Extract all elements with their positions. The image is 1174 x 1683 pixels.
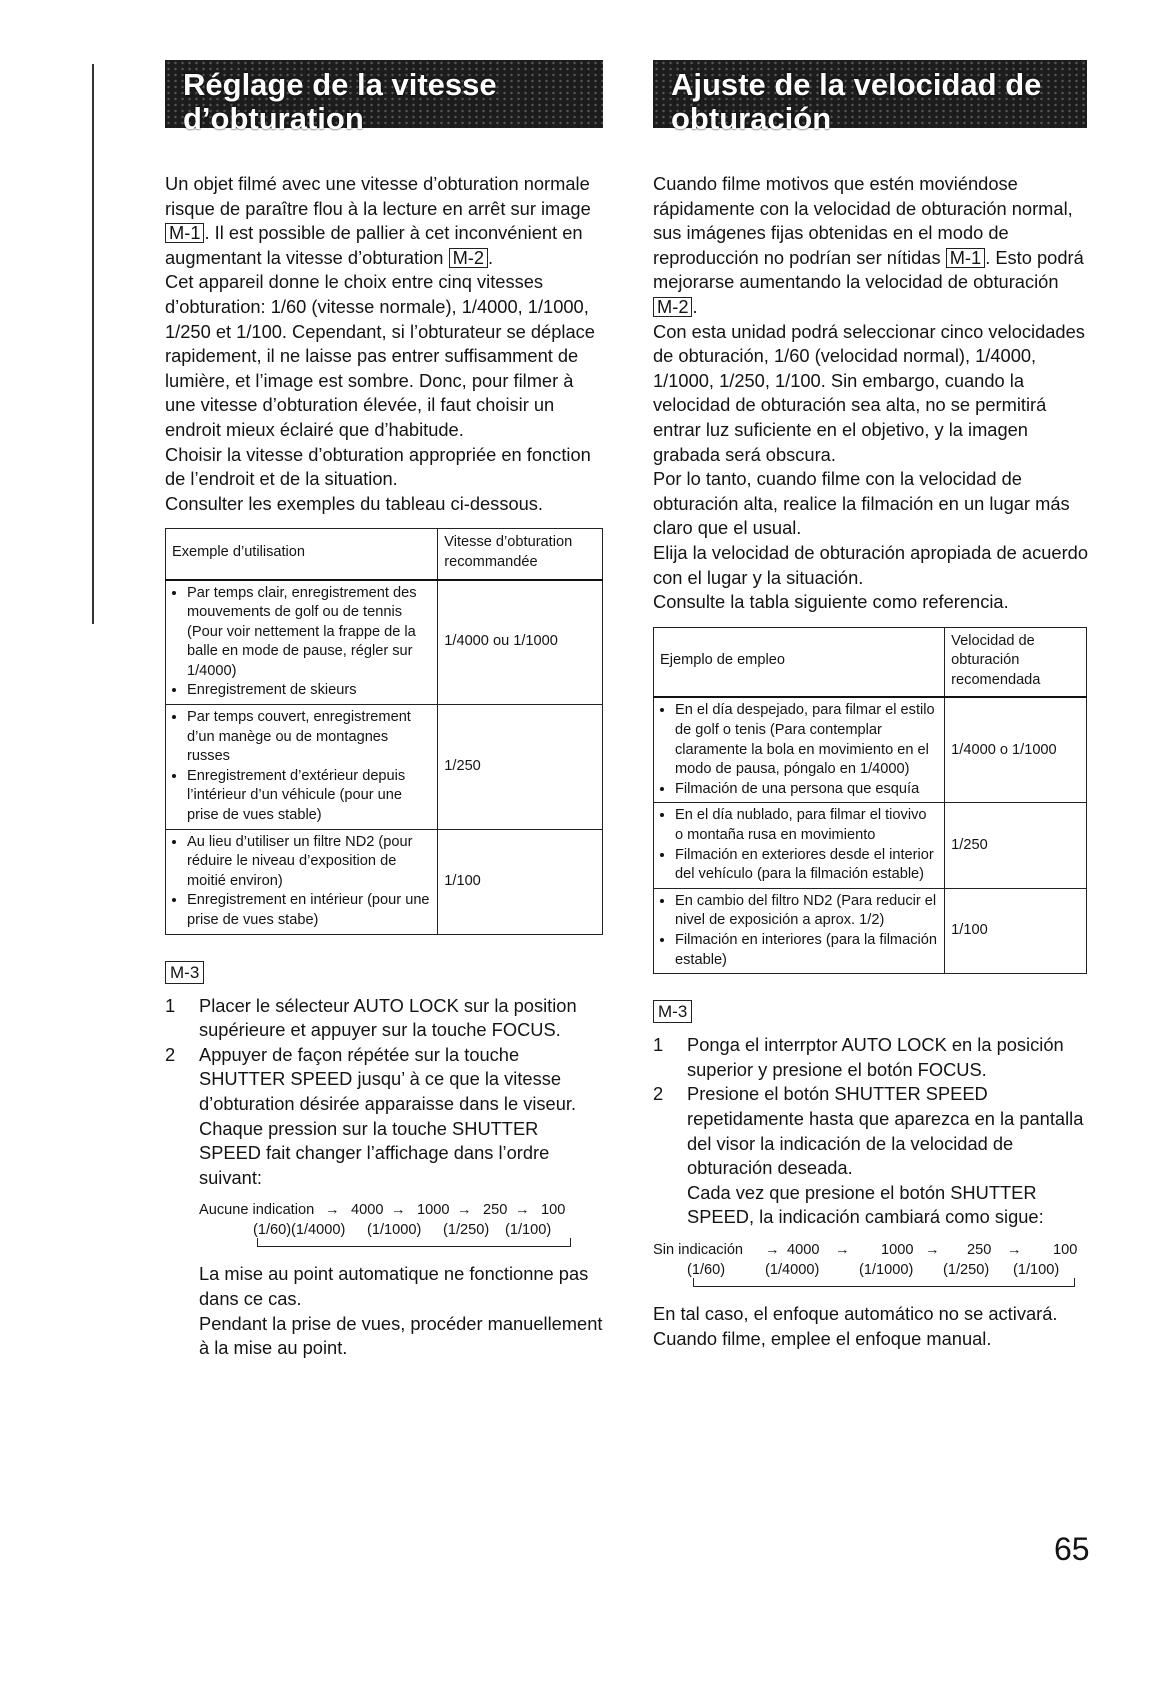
table-item: • Filmación en exteriores desde el interior del vehículo (para la filmación estable) <box>675 846 938 885</box>
arrow-icon: → <box>391 1202 406 1219</box>
step-item <box>165 1043 603 1191</box>
table-row <box>166 580 603 705</box>
french-intro <box>165 172 603 516</box>
arrow-icon: → <box>835 1241 850 1258</box>
table-speed-value: 1/100 <box>438 829 603 934</box>
step-item <box>165 994 603 1043</box>
spanish-intro-paragraph-4: Elija la velocidad de obturación apropiada de acuerdo con el lugar y la situación. <box>653 541 1088 588</box>
arrow-icon: → <box>765 1241 780 1258</box>
sequence-sub: (1/100) <box>505 1222 552 1239</box>
page-number: 65 <box>1054 1531 1090 1567</box>
table-item: • En cambio del filtro ND2 (Para reducir el nivel de exposición a aprox. 1/2) <box>675 892 938 931</box>
french-intro-paragraph-4: Consulter les exemples du tableau ci-dessous. <box>165 492 544 514</box>
sequence-value: 1000 <box>417 1202 450 1219</box>
figure-ref-m1: M-1 <box>946 248 985 268</box>
sequence-sub: (1/1000) <box>367 1222 422 1239</box>
table-item: • En el día nublado, para filmar el tiovivo o montaña rusa en movimiento <box>675 806 938 845</box>
sequence-sub: (1/60) <box>687 1261 726 1278</box>
arrow-icon: → <box>925 1241 940 1258</box>
spanish-intro-1a: Cuando filme motivos que estén moviéndose rápidamente con la velocidad de obturación normal, sus imágenes fijas obtenidas en el modo de reproducción no podrían ser nítidas <box>653 173 1073 268</box>
figure-ref-m3: M-3 <box>165 961 204 984</box>
table-item: • Enregistrement en intérieur (pour une prise de vues stabe) <box>187 891 431 930</box>
sequence-value: 100 <box>541 1202 566 1219</box>
after-note: La mise au point automatique ne fonctionne pas dans ce cas. <box>199 1263 589 1309</box>
sequence-label: Aucune indication <box>199 1202 315 1219</box>
step-item <box>653 1033 1095 1082</box>
step-number: 1 <box>165 994 176 1016</box>
table-row <box>654 888 1087 973</box>
margin-rule <box>92 64 94 624</box>
spanish-title-box <box>653 60 1087 136</box>
spanish-intro-1b: . Esto podrá mejorarse aumentando la velocidad de obturación <box>653 246 1084 293</box>
sequence-value: 4000 <box>351 1202 384 1219</box>
sequence-sub: (1/4000) <box>291 1222 346 1239</box>
sequence-top-row <box>199 1200 577 1220</box>
step-number: 2 <box>165 1043 176 1065</box>
french-intro-paragraph-2: Cet appareil donne le choix entre cinq vitesses d’obturation: 1/60 (vitesse normale), 1/4000, 1/1000, 1/250 et 1/100. Cependant, si l’obturateur se déplace rapidement, il ne laisse pas entrer suffisamment de lumière, et l’image est sombre. Donc, pour filmer à une vitesse d’obturation élevée, il faut choisir un endroit mieux éclairé que d’habitude. <box>165 271 595 440</box>
table-speed-value: 1/4000 o 1/1000 <box>945 697 1087 802</box>
table-item: • Enregistrement d’extérieur depuis l’intérieur d’un véhicule (pour une prise de vues stable) <box>187 767 431 826</box>
spanish-title-line2: obturación <box>671 101 832 136</box>
french-display-sequence <box>199 1200 577 1240</box>
spanish-after-notes <box>653 1302 1095 1351</box>
step-item <box>653 1082 1095 1230</box>
french-title-line2: d’obturation <box>183 101 364 136</box>
table-item: • Enregistrement de skieurs <box>187 681 431 701</box>
after-note: Cuando filme, emplee el enfoque manual. <box>653 1327 992 1349</box>
sequence-value: 250 <box>967 1241 992 1258</box>
french-column <box>165 60 603 1361</box>
arrow-icon: → <box>325 1202 340 1219</box>
table-row <box>166 705 603 830</box>
table-header-speed: Velocidad de obturación recomendada <box>945 627 1087 697</box>
table-item: • Filmación en interiores (para la filmación estable) <box>675 931 938 970</box>
sequence-sub: (1/100) <box>1013 1261 1060 1278</box>
figure-ref-m3: M-3 <box>653 1000 692 1023</box>
table-header-example: Ejemplo de empleo <box>654 627 945 697</box>
sequence-sub: (1/250) <box>943 1261 990 1278</box>
sequence-bottom-row <box>653 1260 1095 1280</box>
sequence-value: 4000 <box>787 1241 820 1258</box>
loop-back-line <box>257 1238 571 1247</box>
table-row <box>654 697 1087 802</box>
step-text-extra: Cada vez que presione el botón SHUTTER SPEED, la indicación cambiará como sigue: <box>687 1181 1044 1228</box>
french-intro-paragraph-3: Choisir la vitesse d’obturation appropriée en fonction de l’endroit et de la situation. <box>165 443 591 490</box>
french-intro-1b: . Il est possible de pallier à cet inconvénient en augmentant la vitesse d’obturation <box>165 222 583 268</box>
figure-ref-m1: M-1 <box>165 223 204 243</box>
spanish-intro <box>653 172 1095 615</box>
sequence-top-row <box>653 1240 1095 1260</box>
sequence-value: 100 <box>1053 1241 1078 1258</box>
sequence-sub: (1/4000) <box>765 1261 820 1278</box>
spanish-column <box>653 60 1095 1351</box>
table-speed-value: 1/4000 ou 1/1000 <box>438 580 603 705</box>
table-header-speed: Vitesse d’obturation recommandée <box>438 529 603 580</box>
after-note: En tal caso, el enfoque automático no se activará. <box>653 1302 1058 1324</box>
arrow-icon: → <box>1007 1241 1022 1258</box>
spanish-title-line1: Ajuste de la velocidad de <box>671 67 1042 102</box>
sequence-sub: (1/1000) <box>859 1261 914 1278</box>
step-text: Presione el botón SHUTTER SPEED repetidamente hasta que aparezca en la pantalla del visor la indicación de la velocidad de obturación deseada. <box>687 1083 1084 1179</box>
table-item: • Au lieu d’utiliser un filtre ND2 (pour réduire le niveau d’exposition de moitié environ) <box>187 833 431 892</box>
french-intro-paragraph-1 <box>165 172 603 270</box>
table-speed-value: 1/100 <box>945 888 1087 973</box>
figure-ref-m2: M-2 <box>653 297 692 317</box>
step-number: 1 <box>653 1034 664 1056</box>
step-text: Placer le sélecteur AUTO LOCK sur la position supérieure et appuyer sur la touche FOCUS. <box>199 994 577 1041</box>
spanish-intro-paragraph-3: Por lo tanto, cuando filme con la velocidad de obturación alta, realice la filmación en un lugar más claro que el usual. <box>653 468 1070 539</box>
spanish-intro-paragraph-2: Con esta unidad podrá seleccionar cinco velocidades de obturación, 1/60 (velocidad normal), 1/4000, 1/1000, 1/250, 1/100. Sin embargo, cuando la velocidad de obturación sea alta, no se permitirá entrar luz suficiente en el objetivo, y la imagen grabada será obscura. <box>653 320 1085 465</box>
table-row <box>654 803 1087 888</box>
french-intro-1a: Un objet filmé avec une vitesse d’obturation normale risque de paraître flou à la lecture en arrêt sur image <box>165 173 591 219</box>
loop-back-line <box>693 1278 1075 1287</box>
step-text: Appuyer de façon répétée sur la touche SHUTTER SPEED jusqu’ à ce que la vitesse d’obturation désirée apparaisse dans le viseur. Chaque pression sur la touche SHUTTER SPEED fait changer l’affichage dans l’ordre suivant: <box>199 1043 577 1188</box>
table-speed-value: 1/250 <box>438 705 603 830</box>
sequence-value: 1000 <box>881 1241 914 1258</box>
french-m3-ref <box>165 961 603 984</box>
spanish-shutter-table <box>653 627 1087 975</box>
table-item: • En el día despejado, para filmar el estilo de golf o tenis (Para contemplar claramente la bola en movimiento en el modo de pausa, póngalo en 1/4000) <box>675 701 938 779</box>
french-shutter-table <box>165 528 603 934</box>
french-title-line1: Réglage de la vitesse <box>183 67 497 102</box>
arrow-icon: → <box>515 1202 530 1219</box>
french-steps <box>165 994 603 1191</box>
sequence-value: 250 <box>483 1202 508 1219</box>
table-item: • Par temps clair, enregistrement des mouvements de golf ou de tennis (Pour voir nettement la frappe de la balle en mode de pause, régler sur 1/4000) <box>187 584 431 682</box>
sequence-sub: (1/60) <box>253 1222 292 1239</box>
french-after-notes <box>199 1262 603 1360</box>
spanish-steps <box>653 1033 1095 1230</box>
spanish-intro-1c: . <box>692 295 698 317</box>
table-item: • Par temps couvert, enregistrement d’un manège ou de montagnes russes <box>187 708 431 767</box>
table-row <box>166 829 603 934</box>
french-intro-1c: . <box>488 246 494 268</box>
sequence-bottom-row <box>199 1220 577 1240</box>
sequence-sub: (1/250) <box>443 1222 490 1239</box>
spanish-display-sequence <box>653 1240 1095 1280</box>
spanish-m3-ref <box>653 1000 1095 1023</box>
arrow-icon: → <box>457 1202 472 1219</box>
step-number: 2 <box>653 1083 664 1105</box>
after-note: Pendant la prise de vues, procéder manuellement à la mise au point. <box>199 1312 603 1359</box>
table-speed-value: 1/250 <box>945 803 1087 888</box>
french-title-box <box>165 60 603 136</box>
spanish-intro-paragraph-5: Consulte la tabla siguiente como referencia. <box>653 591 1009 613</box>
step-text: Ponga el interrptor AUTO LOCK en la posición superior y presione el botón FOCUS. <box>687 1034 1064 1080</box>
table-header-example: Exemple d’utilisation <box>166 529 438 580</box>
spanish-intro-paragraph-1 <box>653 172 1095 320</box>
sequence-label: Sin indicación <box>653 1241 744 1258</box>
figure-ref-m2: M-2 <box>449 248 488 268</box>
table-item: • Filmación de una persona que esquía <box>675 780 938 800</box>
